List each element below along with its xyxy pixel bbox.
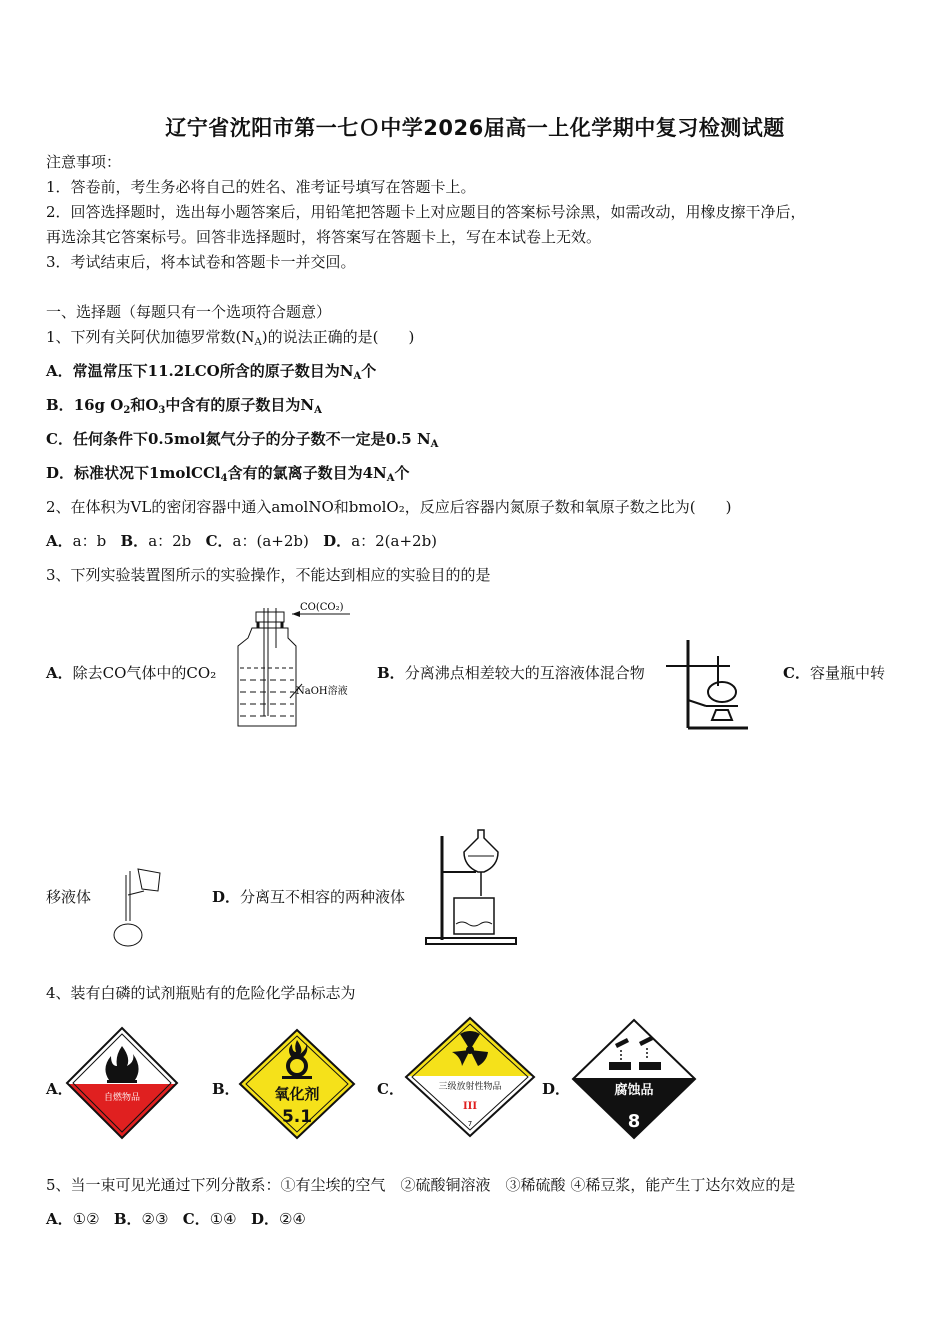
- q3-option-c-continued: 移液体: [46, 888, 92, 906]
- q3-option-a: A．除去CO气体中的CO₂: [46, 664, 217, 682]
- sign-b-text: 氧化剂: [274, 1085, 320, 1103]
- distillation-figure: [660, 636, 752, 730]
- separatory-funnel-figure: [424, 826, 516, 946]
- notice-item: 2．回答选择题时，选出每小题答案后，用铅笔把答题卡上对应题目的答案标号涂黑，如需改动，用橡皮擦干净后，: [46, 203, 806, 221]
- q1-option-b: B．16g $O_2$和$O_3$中含有的原子数目为$N_A$: [46, 396, 322, 416]
- q1-option-a: A．常温常压下11.2LCO所含的原子数目为$N_A$个: [46, 362, 377, 382]
- notice-item: 3．考试结束后，将本试卷和答题卡一并交回。: [46, 253, 356, 271]
- q2-stem: 2、在体积为VL的密闭容器中通入amolNO和bmolO₂，反应后容器内氮原子数和氧原子数之比为( ): [46, 498, 732, 516]
- fig-a-gas-label: CO(CO₂): [300, 602, 344, 613]
- q4-option-b-label: B．: [212, 1080, 240, 1098]
- gas-washing-bottle-figure: [230, 598, 360, 733]
- q3-option-d: D．分离互不相容的两种液体: [212, 888, 406, 906]
- flammable-sign: [65, 1026, 179, 1140]
- q2-options: A．a：b B．a：2b C．a：(a+2b) D．a：2(a+2b): [46, 532, 438, 550]
- section-heading: 一、选择题（每题只有一个选项符合题意）: [46, 303, 332, 321]
- q3-option-c: C．容量瓶中转: [783, 664, 885, 682]
- q5-stem: 5、当一束可见光通过下列分散系：①有尘埃的空气 ②硫酸铜溶液 ③稀硫酸 ④稀豆浆，能产生丁达尔效应的是: [46, 1176, 796, 1194]
- page-title: 辽宁省沈阳市第一七Ｏ中学2026届高一上化学期中复习检测试题: [165, 116, 785, 140]
- q4-option-a-label: A．: [46, 1080, 73, 1098]
- sign-a-text: 自燃物品: [103, 1093, 141, 1103]
- sign-c-number: 7: [467, 1120, 473, 1128]
- notice-item: 再选涂其它答案标号。回答非选择题时，将答案写在答题卡上，写在本试卷上无效。: [46, 228, 602, 246]
- q3-stem: 3、下列实验装置图所示的实验操作，不能达到相应的实验目的的是: [46, 566, 491, 584]
- sign-c-mark: III: [462, 1101, 478, 1112]
- q4-stem: 4、装有白磷的试剂瓶贴有的危险化学品标志为: [46, 984, 356, 1002]
- q1-option-c: C．任何条件下0.5mol氮气分子的分子数不一定是0.5 $N_A$: [46, 430, 439, 450]
- radioactive-sign: [404, 1016, 536, 1138]
- sign-d-number: 8: [627, 1111, 641, 1132]
- corrosive-sign: [571, 1018, 697, 1140]
- q4-option-d-label: D．: [542, 1080, 571, 1098]
- sign-b-number: 5.1: [281, 1107, 313, 1127]
- q1-stem: 1、下列有关阿伏加德罗常数$(N_A)$的说法正确的是( ): [46, 328, 415, 348]
- sign-c-text: 三级放射性物品: [438, 1082, 502, 1092]
- notice-heading: 注意事项：: [46, 153, 122, 171]
- fig-a-liquid-label: NaOH溶液: [296, 686, 348, 697]
- q5-options: A．①② B．②③ C．①④ D．②④: [46, 1210, 306, 1228]
- q3-option-b: B．分离沸点相差较大的互溶液体混合物: [377, 664, 645, 682]
- sign-d-text: 腐蚀品: [614, 1083, 654, 1098]
- q4-option-c-label: C．: [377, 1080, 404, 1098]
- notice-item: 1．答卷前，考生务必将自己的姓名、准考证号填写在答题卡上。: [46, 178, 476, 196]
- oxidizer-sign: [238, 1028, 356, 1140]
- volumetric-flask-figure: [106, 865, 168, 950]
- q1-option-d: D．标准状况下1molCCl$_4$含有的氯离子数目为$4N_A$个: [46, 464, 410, 484]
